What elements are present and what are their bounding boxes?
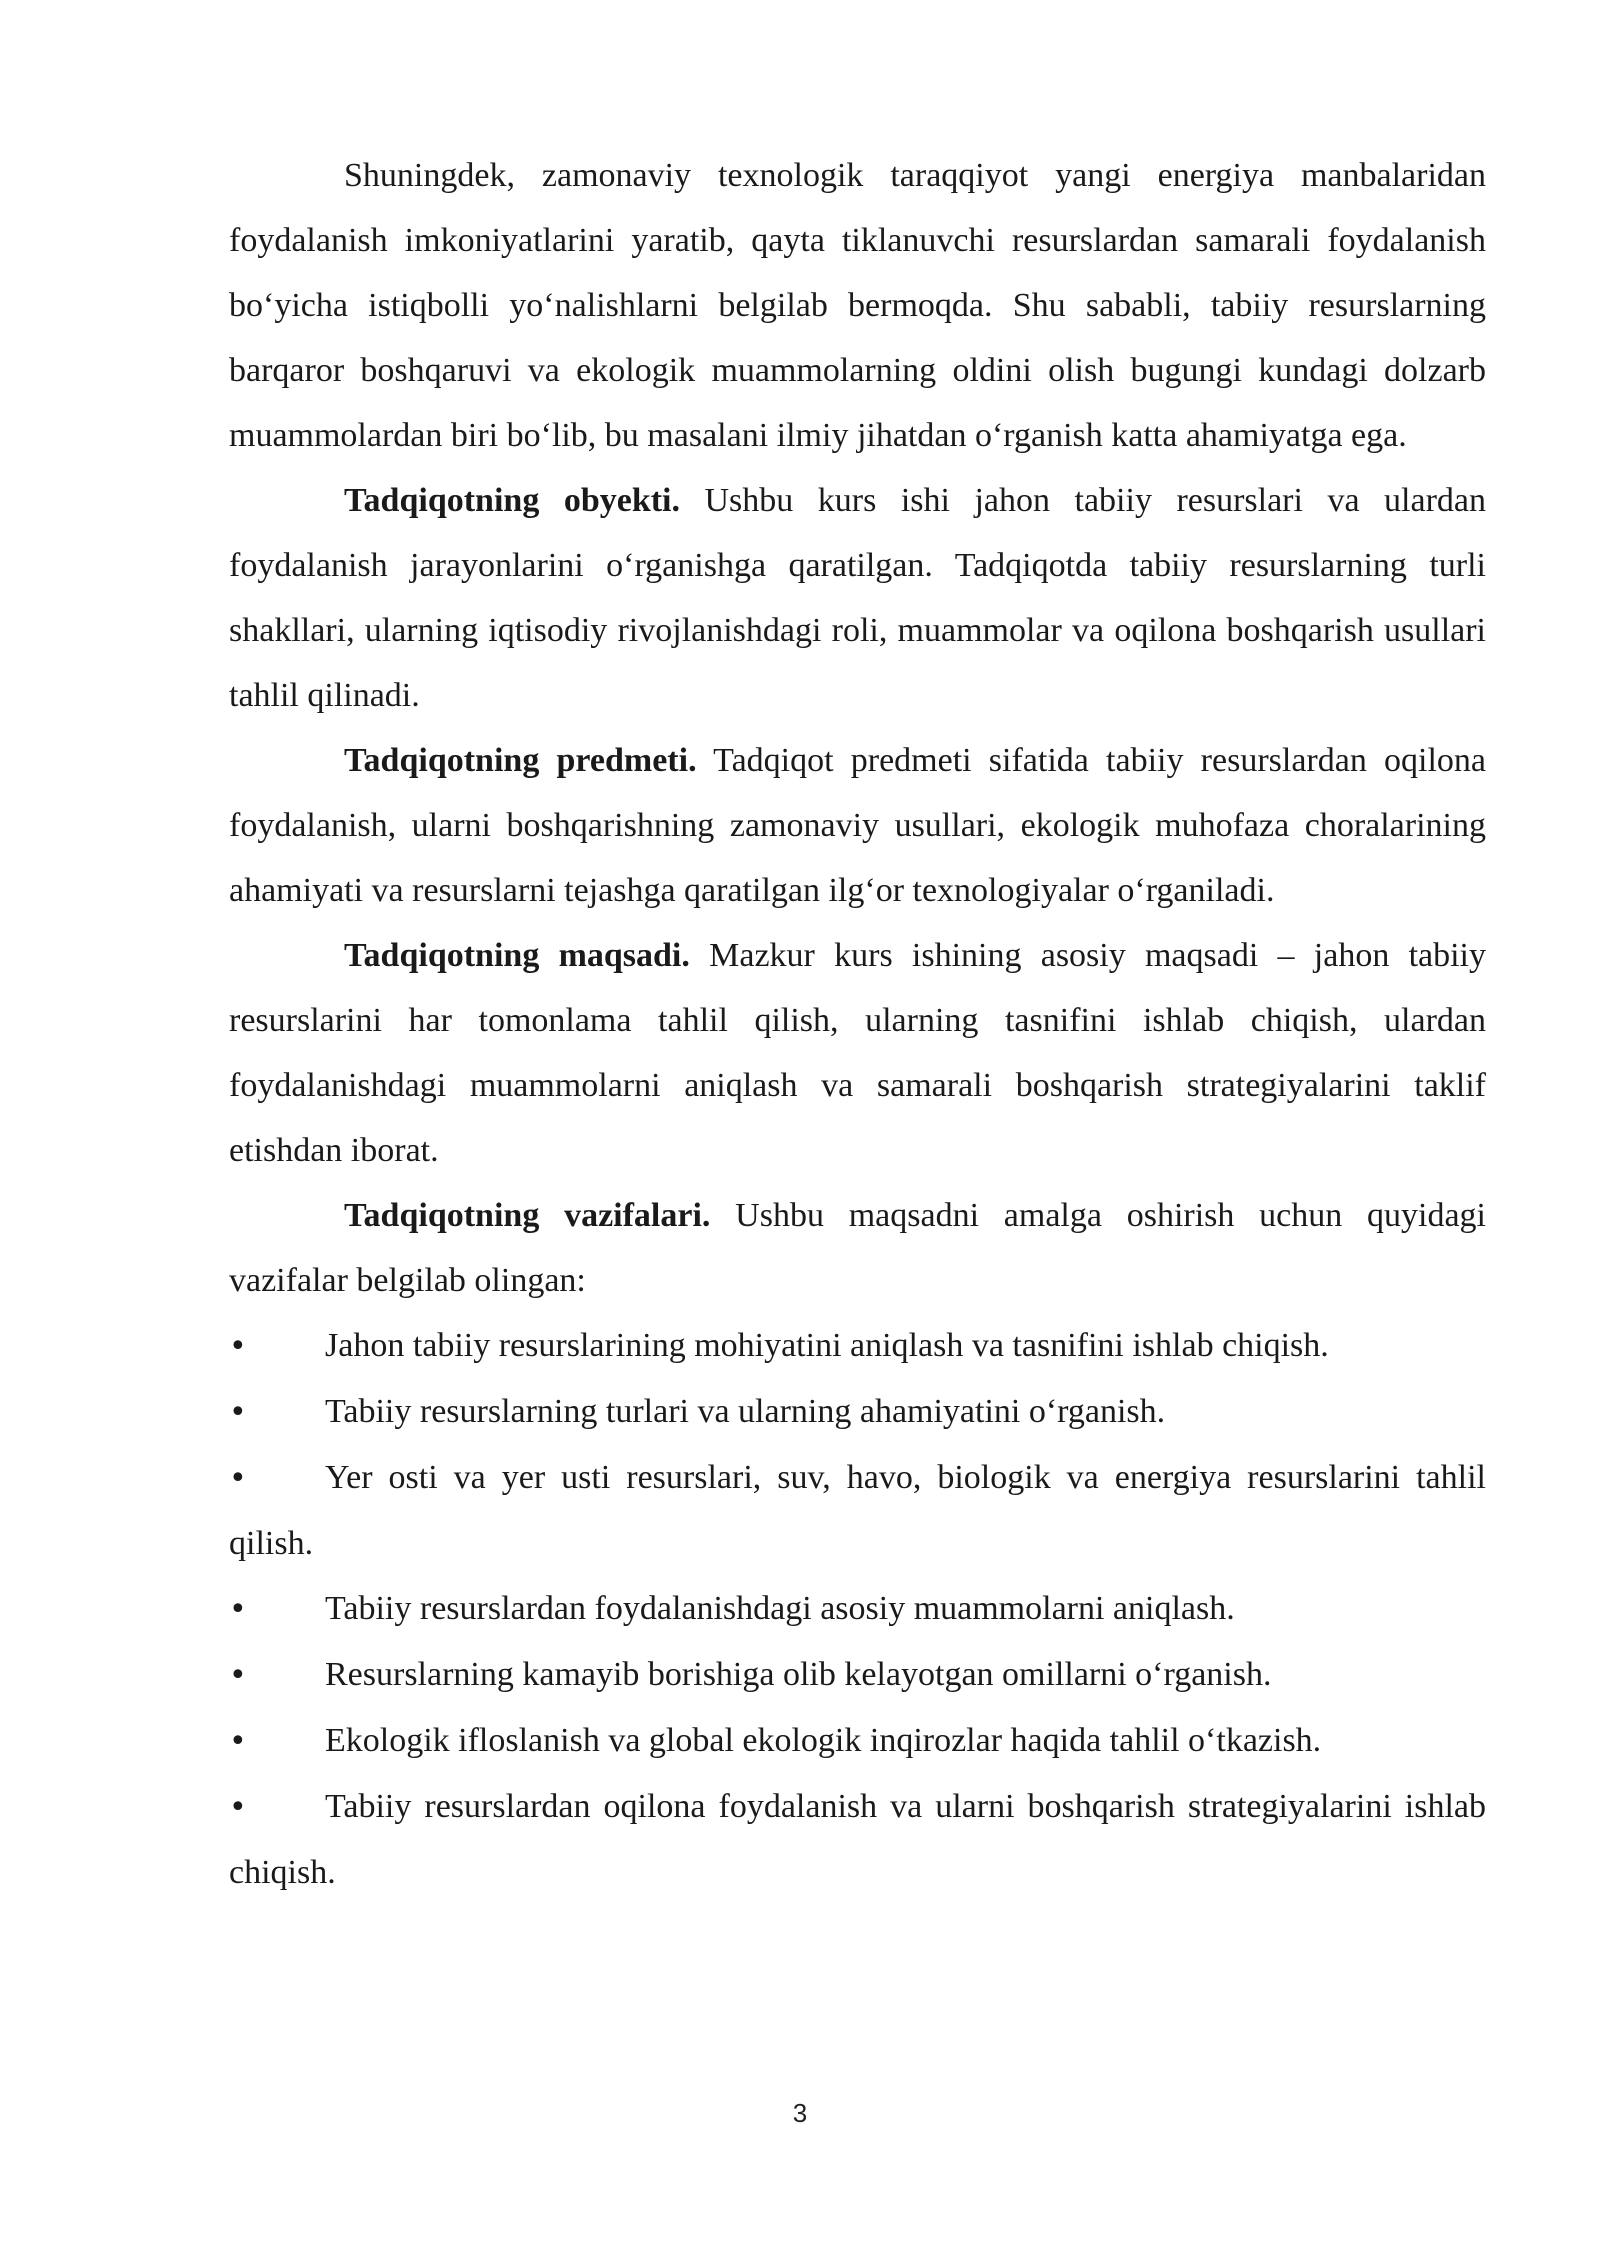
- paragraph-text: Mazkur kurs ishining asosiy maqsadi – jahon tabiiy resurslarini har tomonlama tahlil qilish, ularning tasnifini ishlab chiqish, ulardan foydalanishdagi muammolarni aniqlash va samarali boshqarish strategiyalarini taklif etishdan iborat.: [229, 937, 1486, 1169]
- paragraph-goal: [229, 923, 1486, 1183]
- paragraph-object: [229, 468, 1486, 728]
- list-item-text: Tabiiy resurslardan oqilona foydalanish va ularni boshqarish strategiyalarini ishlab chiqish.: [229, 1788, 1486, 1891]
- list-item: [229, 1379, 1486, 1445]
- bullet-icon: •: [229, 1724, 247, 1759]
- bullet-icon: •: [229, 1790, 247, 1825]
- bullet-icon: •: [229, 1329, 247, 1364]
- section-heading-subject: Tadqiqotning predmeti.: [344, 742, 697, 779]
- paragraph-text: Tadqiqot predmeti sifatida tabiiy resurslardan oqilona foydalanish, ularni boshqarishning zamonaviy usullari, ekologik muhofaza choralarining ahamiyati va resurslarni tejashga qaratilgan ilg‘or texnologiyalar o‘rganiladi.: [229, 742, 1487, 909]
- paragraph-intro: [229, 143, 1486, 468]
- bullet-icon: •: [229, 1592, 247, 1627]
- list-item-text: Jahon tabiiy resurslarining mohiyatini aniqlash va tasnifini ishlab chiqish.: [325, 1327, 1329, 1364]
- paragraph-text: Shuningdek, zamonaviy texnologik taraqqiyot yangi energiya manbalaridan foydalanish imkoniyatlarini yaratib, qayta tiklanuvchi resurslardan samarali foydalanish bo‘yicha istiqbolli yo‘nalishlarni belgilab bermoqda. Shu sababli, tabiiy resurslarning barqaror boshqaruvi va ekologik muammolarning oldini olish bugungi kundagi dolzarb muammolardan biri bo‘lib, bu masalani ilmiy jihatdan o‘rganish katta ahamiyatga ega.: [229, 157, 1486, 454]
- paragraph-tasks: [229, 1183, 1486, 1313]
- section-heading-goal: Tadqiqotning maqsadi.: [344, 937, 690, 974]
- list-item: [229, 1708, 1486, 1774]
- section-heading-tasks: Tadqiqotning vazifalari.: [344, 1197, 711, 1234]
- list-item: [229, 1445, 1486, 1576]
- list-item: [229, 1642, 1486, 1708]
- bullet-icon: •: [229, 1461, 247, 1496]
- list-item-text: Tabiiy resurslarning turlari va ularning ahamiyatini o‘rganish.: [325, 1393, 1166, 1430]
- section-heading-object: Tadqiqotning obyekti.: [344, 482, 680, 519]
- paragraph-subject: [229, 728, 1486, 923]
- list-item: [229, 1313, 1486, 1379]
- list-item: [229, 1774, 1486, 1905]
- list-item-text: Yer osti va yer usti resurslari, suv, havo, biologik va energiya resurslarini tahlil qilish.: [229, 1459, 1486, 1562]
- document-page: [229, 143, 1486, 1905]
- bullet-icon: •: [229, 1658, 247, 1693]
- bullet-icon: •: [229, 1395, 247, 1430]
- task-list: [229, 1313, 1486, 1905]
- list-item-text: Tabiiy resurslardan foydalanishdagi asosiy muammolarni aniqlash.: [325, 1590, 1235, 1627]
- list-item-text: Resurslarning kamayib borishiga olib kelayotgan omillarni o‘rganish.: [325, 1656, 1272, 1693]
- list-item: [229, 1576, 1486, 1642]
- paragraph-text: Ushbu maqsadni amalga oshirish uchun quyidagi vazifalar belgilab olingan:: [229, 1197, 1486, 1299]
- paragraph-text: Ushbu kurs ishi jahon tabiiy resurslari va ulardan foydalanish jarayonlarini o‘rganishga qaratilgan. Tadqiqotda tabiiy resurslarning turli shakllari, ularning iqtisodiy rivojlanishdagi roli, muammolar va oqilona boshqarish usullari tahlil qilinadi.: [229, 482, 1486, 714]
- list-item-text: Ekologik ifloslanish va global ekologik inqirozlar haqida tahlil o‘tkazish.: [325, 1722, 1322, 1759]
- page-number: 3: [792, 2098, 808, 2128]
